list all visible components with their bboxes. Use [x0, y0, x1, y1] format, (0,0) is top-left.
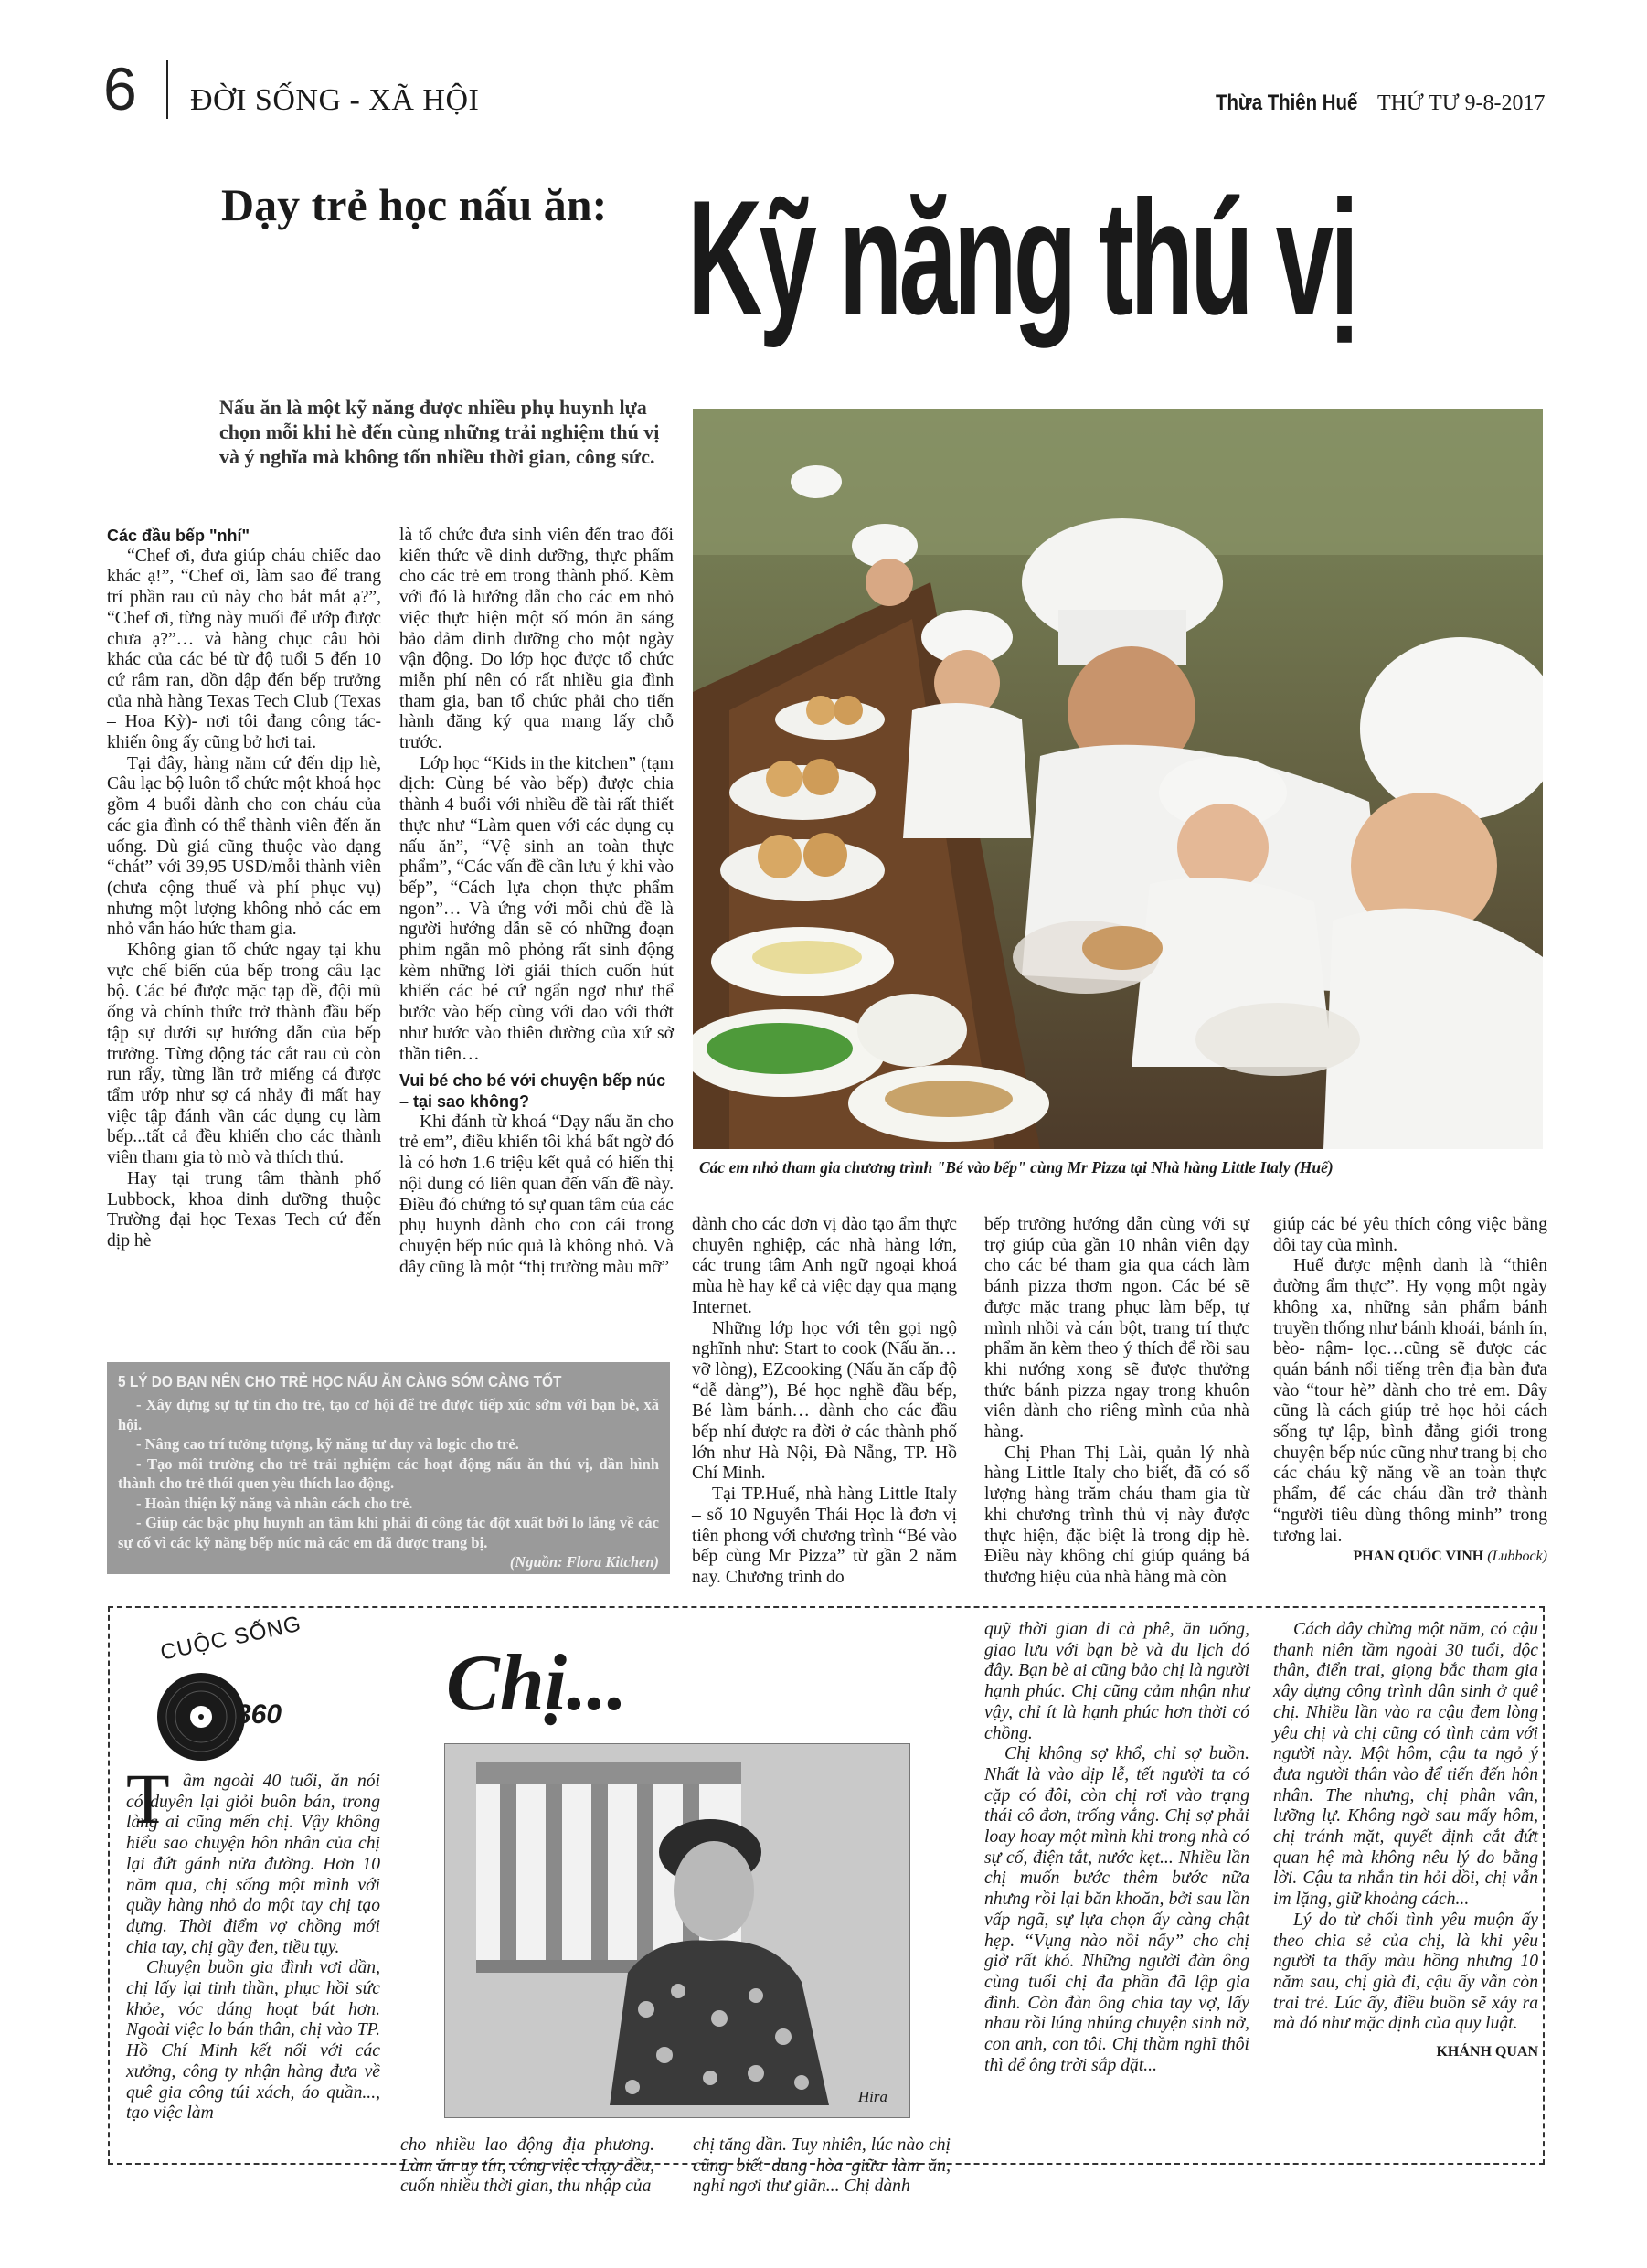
paper-name: Thừa Thiên Huế — [1216, 91, 1358, 115]
article2-column-2 — [400, 2135, 654, 2198]
paragraph: bếp trưởng hướng dẫn cùng với sự trợ giúp của gần 10 nhân viên dạy cho các bé tham gia qua cách làm bánh pizza thơm ngon. Các bé sẽ được mặc trang phục làm bếp, tự mình nhồi và cán bột, trang trí thực phẩm ăn kèm theo ý thích để rồi sau khi nướng xong sẽ được thưởng thức bánh pizza ngay trong khuôn viên dành cho riêng mình của nhà hàng. — [984, 1215, 1249, 1443]
article2-column-3 — [693, 2135, 951, 2198]
author-byline — [1273, 1547, 1547, 1568]
illustrator-signature: Hira — [857, 2088, 887, 2105]
article2-column-4 — [984, 1620, 1249, 2076]
article-column-3 — [692, 1215, 957, 1589]
lead-paragraph: Nấu ăn là một kỹ năng được nhiều phụ huynh lựa chọn mỗi khi hè đến cùng những trải nghiệm thú vị và ý nghĩa mà không tốn nhiều thời gian, công sức. — [219, 396, 660, 468]
paragraph: Lớp học “Kids in the kitchen” (tạm dịch: Cùng bé vào bếp) được chia thành 4 buổi với nhiều đề tài rất thiết thực như “Làm quen với các dụng cụ nấu ăn”, “Vệ sinh an toàn thực phẩm”, “Các vấn đề cần lưu ý khi vào bếp”, “Cách lựa chọn thực phẩm ngon”… Và ứng với mỗi chủ đề là người hướng dẫn sẽ có những đoạn phim ngắn mô phỏng rất sinh động kèm những lời giải thích cuốn hút khiến các bé cứ ngẩn ngơ như thể bước vào bếp cùng với dao với thớt như bước vào thiên đường của xứ sở thần tiên… — [399, 753, 674, 1064]
page-number: 6 — [103, 55, 137, 122]
kicker: Dạy trẻ học nấu ăn: — [221, 179, 608, 230]
tips-item: - Nâng cao trí tưởng tượng, kỹ năng tư duy và logic cho trẻ. — [136, 1435, 519, 1453]
author-location: (Lubbock) — [1487, 1549, 1547, 1565]
page-header — [0, 0, 1647, 137]
dropcap: T — [126, 1759, 170, 1838]
tips-list — [118, 1395, 659, 1572]
woman-at-window-illustration — [445, 1744, 911, 2119]
article-column-5 — [1273, 1215, 1547, 1568]
cooking-class-illustration — [693, 409, 1543, 1149]
paragraph: Chị không sợ khổ, chỉ sợ buồn. Nhất là vào dịp lễ, tết người ta có cặp có đôi, còn chị rơi vào trạng thái cô đơn, trống vắng. Chị sợ phải loay hoay một mình khi trong nhà có sự cố, điện tắt, nước kẹt... Nhiều lần chị muốn bước thêm bước nữa nhưng rồi lại băn khoăn, bởi sau lần vấp ngã, sự lựa chọn ấy càng chật hẹp. “Vụng nào nồi nấy” cho chị giờ rất khó. Những người đàn ông cùng tuổi chị đa phần đã lập gia đình. Còn đàn ông chia tay vợ, lấy nhau rồi lúng nhúng chuyện sinh nở, con anh, con tôi. Chị thầm nghĩ thôi thì để ông trời sắp đặt... — [984, 1744, 1249, 2075]
article-photo — [693, 409, 1543, 1149]
photo-caption: Các em nhỏ tham gia chương trình "Bé vào bếp" cùng Mr Pizza tại Nhà hàng Little Italy (Huế) — [699, 1158, 1334, 1177]
article-column-1 — [107, 526, 381, 1252]
subhead-fun: Vui bé cho bé với chuyện bếp núc – tại sao không? — [399, 1071, 666, 1111]
paragraph: “Chef ơi, đưa giúp cháu chiếc dao khác ạ!”, “Chef ơi, làm sao để trang trí phần rau củ này cho bắt mắt ạ?”, “Chef ơi, từng này muối để ướp được chưa ạ?”… và hàng chục câu hỏi khác của các bé từ độ tuổi 5 đến 10 cứ râm ran, dồn dập đến bếp trưởng của nhà hàng Texas Tech Club (Texas – Hoa Kỳ)- nơi tôi đang công tác- khiến ông ấy cũng bở hơi tai. — [107, 546, 381, 753]
tips-item: - Hoàn thiện kỹ năng và nhân cách cho trẻ. — [136, 1494, 413, 1512]
tips-box-title: 5 LÝ DO BẠN NÊN CHO TRẺ HỌC NẤU ĂN CÀNG SỚM CÀNG TỐT — [118, 1372, 562, 1390]
paragraph: Lý do từ chối tình yêu muộn ấy theo chia sẻ của chị, là khi yêu người ta thấy màu hồng nhưng 10 năm sau, chị già đi, cậu ấy vẫn còn trai trẻ. Lúc ấy, điều buồn sẽ xảy ra mà đó như mặc định của quy luật. — [1273, 1910, 1538, 2034]
paragraph: Chị Phan Thị Lài, quản lý nhà hàng Little Italy cho biết, đã có số lượng hàng trăm cháu tham gia từ khi chương trình thủ vị này được thực hiện, đặc biệt là trong dịp hè. Điều này không chỉ giúp quảng bá thương hiệu của nhà hàng mà còn — [984, 1443, 1249, 1587]
article2-author: KHÁNH QUAN — [1436, 2044, 1538, 2060]
logo-text: CUỘC SỐNG — [158, 1611, 304, 1666]
article2-headline: Chị... — [446, 1639, 628, 1728]
section-name: ĐỜI SỐNG - XÃ HỘI — [190, 83, 480, 117]
headline: Kỹ năng thú vị — [687, 166, 1356, 348]
paragraph: dành cho các đơn vị đào tạo ẩm thực chuyên nghiệp, các nhà hàng lớn, các trung tâm Anh ngữ ngoại khoá mùa hè hay kể cả việc dạy qua mạng Internet. — [692, 1215, 957, 1317]
article2-column-1 — [126, 1759, 380, 2124]
issue-date: THỨ TƯ 9-8-2017 — [1377, 91, 1546, 115]
tips-box — [107, 1362, 670, 1574]
tips-source: (Nguồn: Flora Kitchen) — [509, 1553, 659, 1571]
tips-item: - Tạo môi trường cho trẻ trải nghiệm các hoạt động nấu ăn thú vị, dần hình thành cho trẻ thói quen yêu thích lao động. — [118, 1454, 659, 1492]
author-name: PHAN QUỐC VINH — [1353, 1549, 1484, 1565]
article-column-2 — [399, 526, 674, 1278]
paragraph: chị tăng dần. Tuy nhiên, lúc nào chị cũng biết dung hòa giữa làm ăn, nghỉ ngơi thư giãn... Chị dành — [693, 2135, 951, 2197]
article2-column-5 — [1273, 1620, 1538, 2063]
paragraph: Huế được mệnh danh là “thiên đường ẩm thực”. Hy vọng một ngày không xa, những sản phẩm bánh truyền thống như bánh khoái, bánh ín, bèo- nậm- lọc…cũng sẽ được các quán bánh nổi tiếng trên địa bàn đưa vào “tour hè” dành cho trẻ em. Đây cũng là cách giúp trẻ học hỏi cách sống tự lập, bình đẳng giới trong chuyện bếp núc cũng như trang bị cho các cháu kỹ năng về an toàn thực phẩm, để các cháu dần trở thành “người tiêu dùng thông minh” trong tương lai. — [1273, 1256, 1547, 1546]
paragraph: quỹ thời gian đi cà phê, ăn uống, giao lưu với bạn bè và du lịch đó đây. Bạn bè ai cũng bảo chị là người hạnh phúc. Chị cũng cảm nhận như vậy, chỉ ít là hạnh phúc hơn thời có chồng. — [984, 1620, 1249, 1743]
paragraph: Tại đây, hàng năm cứ đến dịp hè, Câu lạc bộ luôn tổ chức một khoá học gồm 4 buổi dành cho con cháu của các gia đình có thể thành viên đến ăn uống. Dù giá cũng thuộc vào dạng “chát” với 39,95 USD/mỗi thành viên (chưa cộng thuế và phí phục vụ) nhưng một lượng không nhỏ các em nhỏ vẫn háo hức tham gia. — [107, 753, 381, 940]
paragraph: cho nhiều lao động địa phương. Làm ăn uy tín, công việc chạy đều, cuốn nhiều thời gian, thu nhập của — [400, 2135, 654, 2197]
paragraph: Những lớp học với tên gọi ngộ nghĩnh như: Start to cook (Nấu ăn…vỡ lòng), EZcooking (Nấu ăn cấp độ “dễ dàng”), Bé học nghề đầu bếp, Bé làm bánh… dành cho các đầu bếp nhí được ra đời ở các thành phố lớn như Hà Nội, Đà Nẵng, TP. Hồ Chí Minh. — [692, 1318, 957, 1484]
paragraph: Chuyện buồn gia đình vơi dần, chị lấy lại tinh thần, phục hồi sức khỏe, vóc dáng hoạt bát hơn. Ngoài việc lo bán thân, chị vào TP. Hồ Chí Minh kết nối với các xưởng, công ty nhận hàng đưa về quê gia công túi xách, áo quần..., tạo việc làm — [126, 1958, 380, 2124]
subhead-chefs: Các đầu bếp "nhí" — [107, 527, 250, 545]
article2-illustration — [444, 1743, 910, 2118]
tips-item: - Xây dựng sự tự tin cho trẻ, tạo cơ hội để trẻ được tiếp xúc sớm với bạn bè, xã hội. — [118, 1396, 659, 1433]
paragraph: Tại TP.Huế, nhà hàng Little Italy – số 10 Nguyễn Thái Học là đơn vị tiên phong với chương trình “Bé vào bếp cùng Mr Pizza” từ gần 2 năm nay. Chương trình do — [692, 1485, 957, 1587]
paragraph: Khi đánh từ khoá “Dạy nấu ăn cho trẻ em”, điều khiến tôi khá bất ngờ đó là có hơn 1.6 triệu kết quả có hiển thị nội dung có liên quan đến vấn đề này. Điều đó chứng tỏ sự quan tâm của các phụ huynh dành cho con cái trong chuyện bếp núc quả là không nhỏ. Và đây cũng là một “thị trường màu mỡ” — [399, 1112, 674, 1277]
header-divider — [166, 60, 168, 119]
paragraph: giúp các bé yêu thích công việc bằng đôi tay của mình. — [1273, 1215, 1547, 1255]
paragraph: Không gian tổ chức ngay tại khu vực chế biến của bếp trong câu lạc bộ. Các bé được mặc tạp dề, đội mũ ống và chính thức trở thành đầu bếp tập sự dưới sự hướng dẫn của bếp trưởng. Từng động tác cắt rau củ còn run rẩy, từng lần trở miếng cá được tẩm ướp như sợ cá nhảy đi mất hay việc tập đánh vần các dụng cụ làm bếp...tất cả đều khiến cho các thành viên tham gia tò mò và thích thú. — [107, 941, 381, 1168]
paragraph: là tổ chức đưa sinh viên đến trao đổi kiến thức về dinh dưỡng, thực phẩm cho các trẻ em trong thành phố. Kèm với đó là hướng dẫn cho các em nhỏ việc thực hiện một số món ăn sáng bảo đảm dinh dưỡng cho một ngày vận động. Do lớp học được tổ chức miễn phí nên có rất nhiều gia đình tham gia, ban tổ chức phải cho tiến hành đăng ký qua mạng lấy chỗ trước. — [399, 526, 674, 753]
logo-number: 360 — [236, 1699, 282, 1730]
paragraph: ầm ngoài 40 tuổi, ăn nói có duyên lại giỏi buôn bán, trong làng ai cũng mến chị. Vậy không hiểu sao chuyện hôn nhân của chị lại đứt gánh nửa đường. Hơn 10 năm qua, chị sống một mình với quầy hàng nhỏ do một tay chị tạo dựng. Thời điểm vợ chồng mới chia tay, chị gầy đen, tiều tụy. — [126, 1772, 380, 1957]
paragraph: Hay tại trung tâm thành phố Lubbock, khoa dinh dưỡng thuộc Trường đại học Texas Tech cứ đến dịp hè — [107, 1168, 381, 1251]
article-column-4 — [984, 1215, 1249, 1589]
tips-item: - Giúp các bậc phụ huynh an tâm khi phải đi công tác đột xuất bởi lo lắng về các sự cố vì các kỹ năng bếp núc mà các em đã được trang bị. — [118, 1514, 659, 1551]
paragraph: Cách đây chừng một năm, có cậu thanh niên tầm ngoài 30 tuổi, độc thân, điển trai, giọng bắc tham gia xây dựng công trình dân sinh ở quê chị. Nhiều lần vào ra cậu đem lòng yêu chị và chị cũng có tình cảm với người này. Một hôm, cậu ta ngỏ ý đưa người thân vào để tiến đến hôn nhân. The nhưng, chị phân vân, lưỡng lự. Không ngờ sau mấy hôm, chị tránh mặt, quyết định cắt đứt quan hệ mà không nêu lý do bằng lời. Cậu ta nhắn tin hỏi dồi, chị vẫn im lặng, giữ khoảng cách... — [1273, 1620, 1538, 1910]
